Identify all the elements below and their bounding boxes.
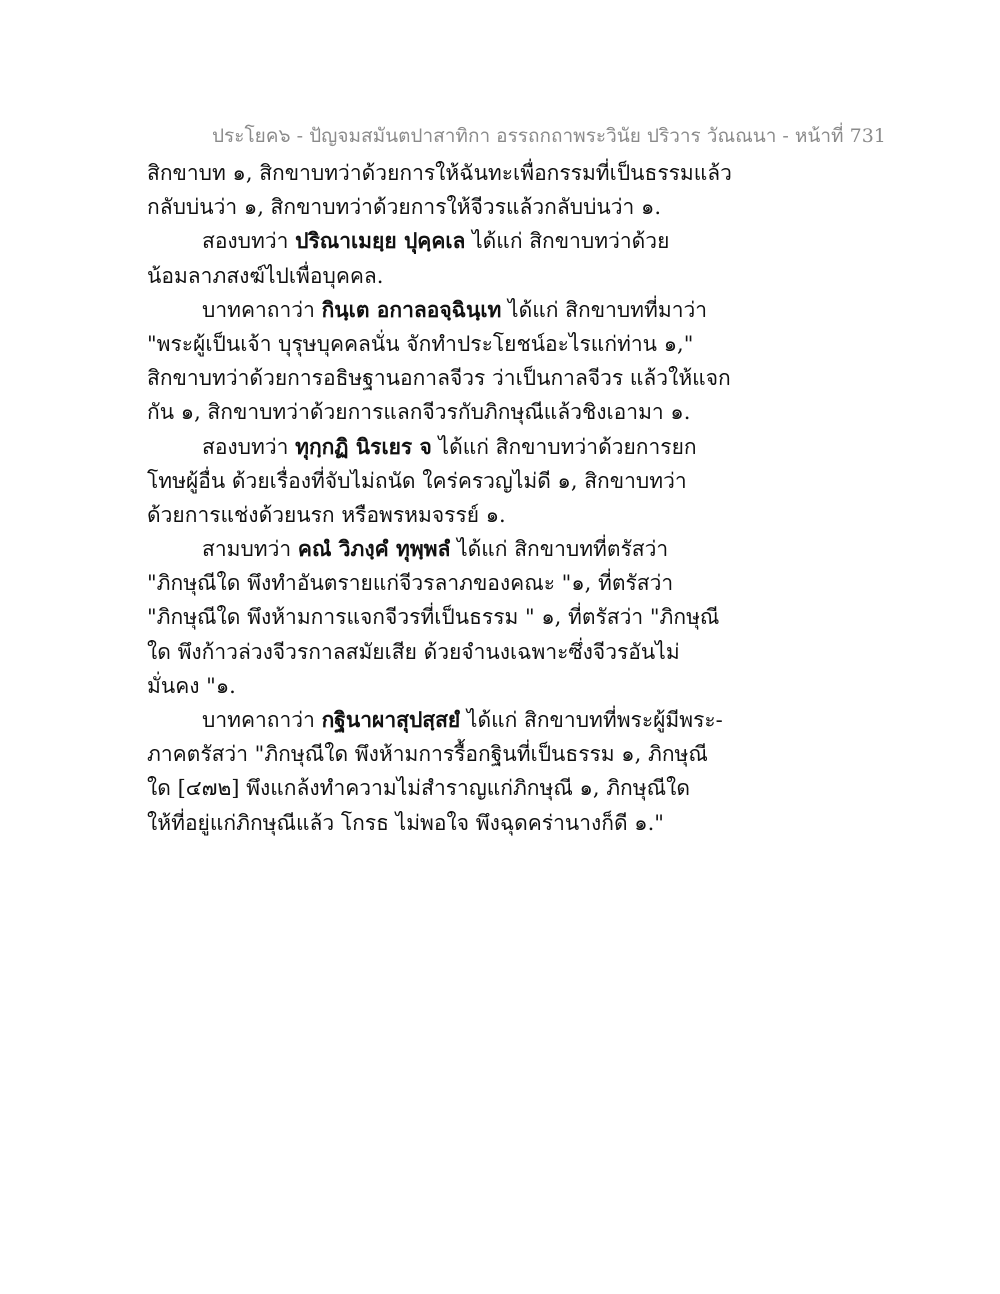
- text-line: ด้วยการแช่งด้วยนรก หรือพรหมจรรย์ ๑.: [147, 502, 506, 527]
- text-line: "ภิกษุณีใด พึงทำอันตรายแก่จีวรลาภของคณะ "๑, ที่ตรัสว่า: [147, 571, 674, 596]
- pali-term: กินฺเต อกาลอจฺฉินฺเท: [321, 296, 502, 322]
- paragraph-intro: สามบทว่า: [202, 537, 298, 562]
- paragraph-intro: บาทคาถาว่า: [202, 297, 322, 322]
- text-line: กลับบ่นว่า ๑, สิกขาบทว่าด้วยการให้จีวรแล้วกลับบ่นว่า ๑.: [147, 195, 662, 220]
- paragraph-first-line: [147, 293, 727, 327]
- text-line: น้อมลาภสงฆ์ไปเพื่อบุคคล.: [147, 263, 384, 288]
- text-line: ใด พึงก้าวล่วงจีวรกาลสมัยเสีย ด้วยจำนงเฉพาะซึ่งจีวรอันไม่: [147, 639, 680, 664]
- paragraph-first-line: [147, 224, 727, 258]
- text-line: กัน ๑, สิกขาบทว่าด้วยการแลกจีวรกับภิกษุณีแล้วชิงเอามา ๑.: [147, 400, 691, 425]
- paragraph-rest: ได้แก่ สิกขาบทที่ตรัสว่า: [450, 537, 669, 562]
- paragraph-first-line: [147, 532, 727, 566]
- paragraph-rest: ได้แก่ สิกขาบทว่าด้วยการยก: [431, 434, 697, 459]
- text-line: ให้ที่อยู่แก่ภิกษุณีแล้ว โกรธ ไม่พอใจ พึงฉุดคร่านางก็ดี ๑.": [147, 810, 664, 835]
- paragraph-rest: ได้แก่ สิกขาบทที่มาว่า: [501, 297, 708, 322]
- paragraph-first-line: [147, 703, 727, 737]
- pali-term: กฐินาผาสุปสฺสยํ: [321, 707, 461, 732]
- pali-term: ปริณาเมยฺย ปุคฺคเล: [295, 228, 466, 254]
- text-line: โทษผู้อื่น ด้วยเรื่องที่จับไม่ถนัด ใคร่ครวญไม่ดี ๑, สิกขาบทว่า: [147, 468, 687, 493]
- paragraph-rest: ได้แก่ สิกขาบทที่พระผู้มีพระ-: [460, 708, 723, 732]
- paragraph-first-line: [147, 430, 727, 464]
- text-line: "พระผู้เป็นเจ้า บุรุษบุคคลนั่น จักทำประโยชน์อะไรแก่ท่าน ๑,": [147, 331, 694, 356]
- page-header: ประโยค๖ - ปัญจมสมันตปาสาทิกา อรรถกถาพระวินัย ปริวาร วัณณนา - หน้าที่ 731: [212, 125, 886, 147]
- paragraph-intro: สองบทว่า: [202, 434, 296, 459]
- pali-term: ทุกฺกฏิ นิรเยร จ: [295, 433, 432, 459]
- text-line: สิกขาบทว่าด้วยการอธิษฐานอกาลจีวร ว่าเป็นกาลจีวร แล้วให้แจก: [147, 366, 731, 391]
- text-line: "ภิกษุณีใด พึงห้ามการแจกจีวรที่เป็นธรรม " ๑, ที่ตรัสว่า "ภิกษุณี: [147, 605, 720, 630]
- text-line: ภาคตรัสว่า "ภิกษุณีใด พึงห้ามการรื้อกฐินที่เป็นธรรม ๑, ภิกษุณี: [147, 742, 708, 767]
- text-line: ใด [๔๗๒] พึงแกล้งทำความไม่สำราญแก่ภิกษุณี ๑, ภิกษุณีใด: [147, 776, 690, 801]
- paragraph-intro: บาทคาถาว่า: [202, 708, 322, 732]
- paragraph-rest: ได้แก่ สิกขาบทว่าด้วย: [465, 229, 670, 254]
- paragraph-intro: สองบทว่า: [202, 229, 296, 254]
- text-line: สิกขาบท ๑, สิกขาบทว่าด้วยการให้ฉันทะเพื่อกรรมที่เป็นธรรมแล้ว: [147, 161, 732, 185]
- pali-term: คณํ วิภงฺคํ ทุพฺพลํ: [297, 536, 451, 562]
- page-body: [147, 156, 732, 840]
- text-line: มั่นคง "๑.: [147, 673, 236, 698]
